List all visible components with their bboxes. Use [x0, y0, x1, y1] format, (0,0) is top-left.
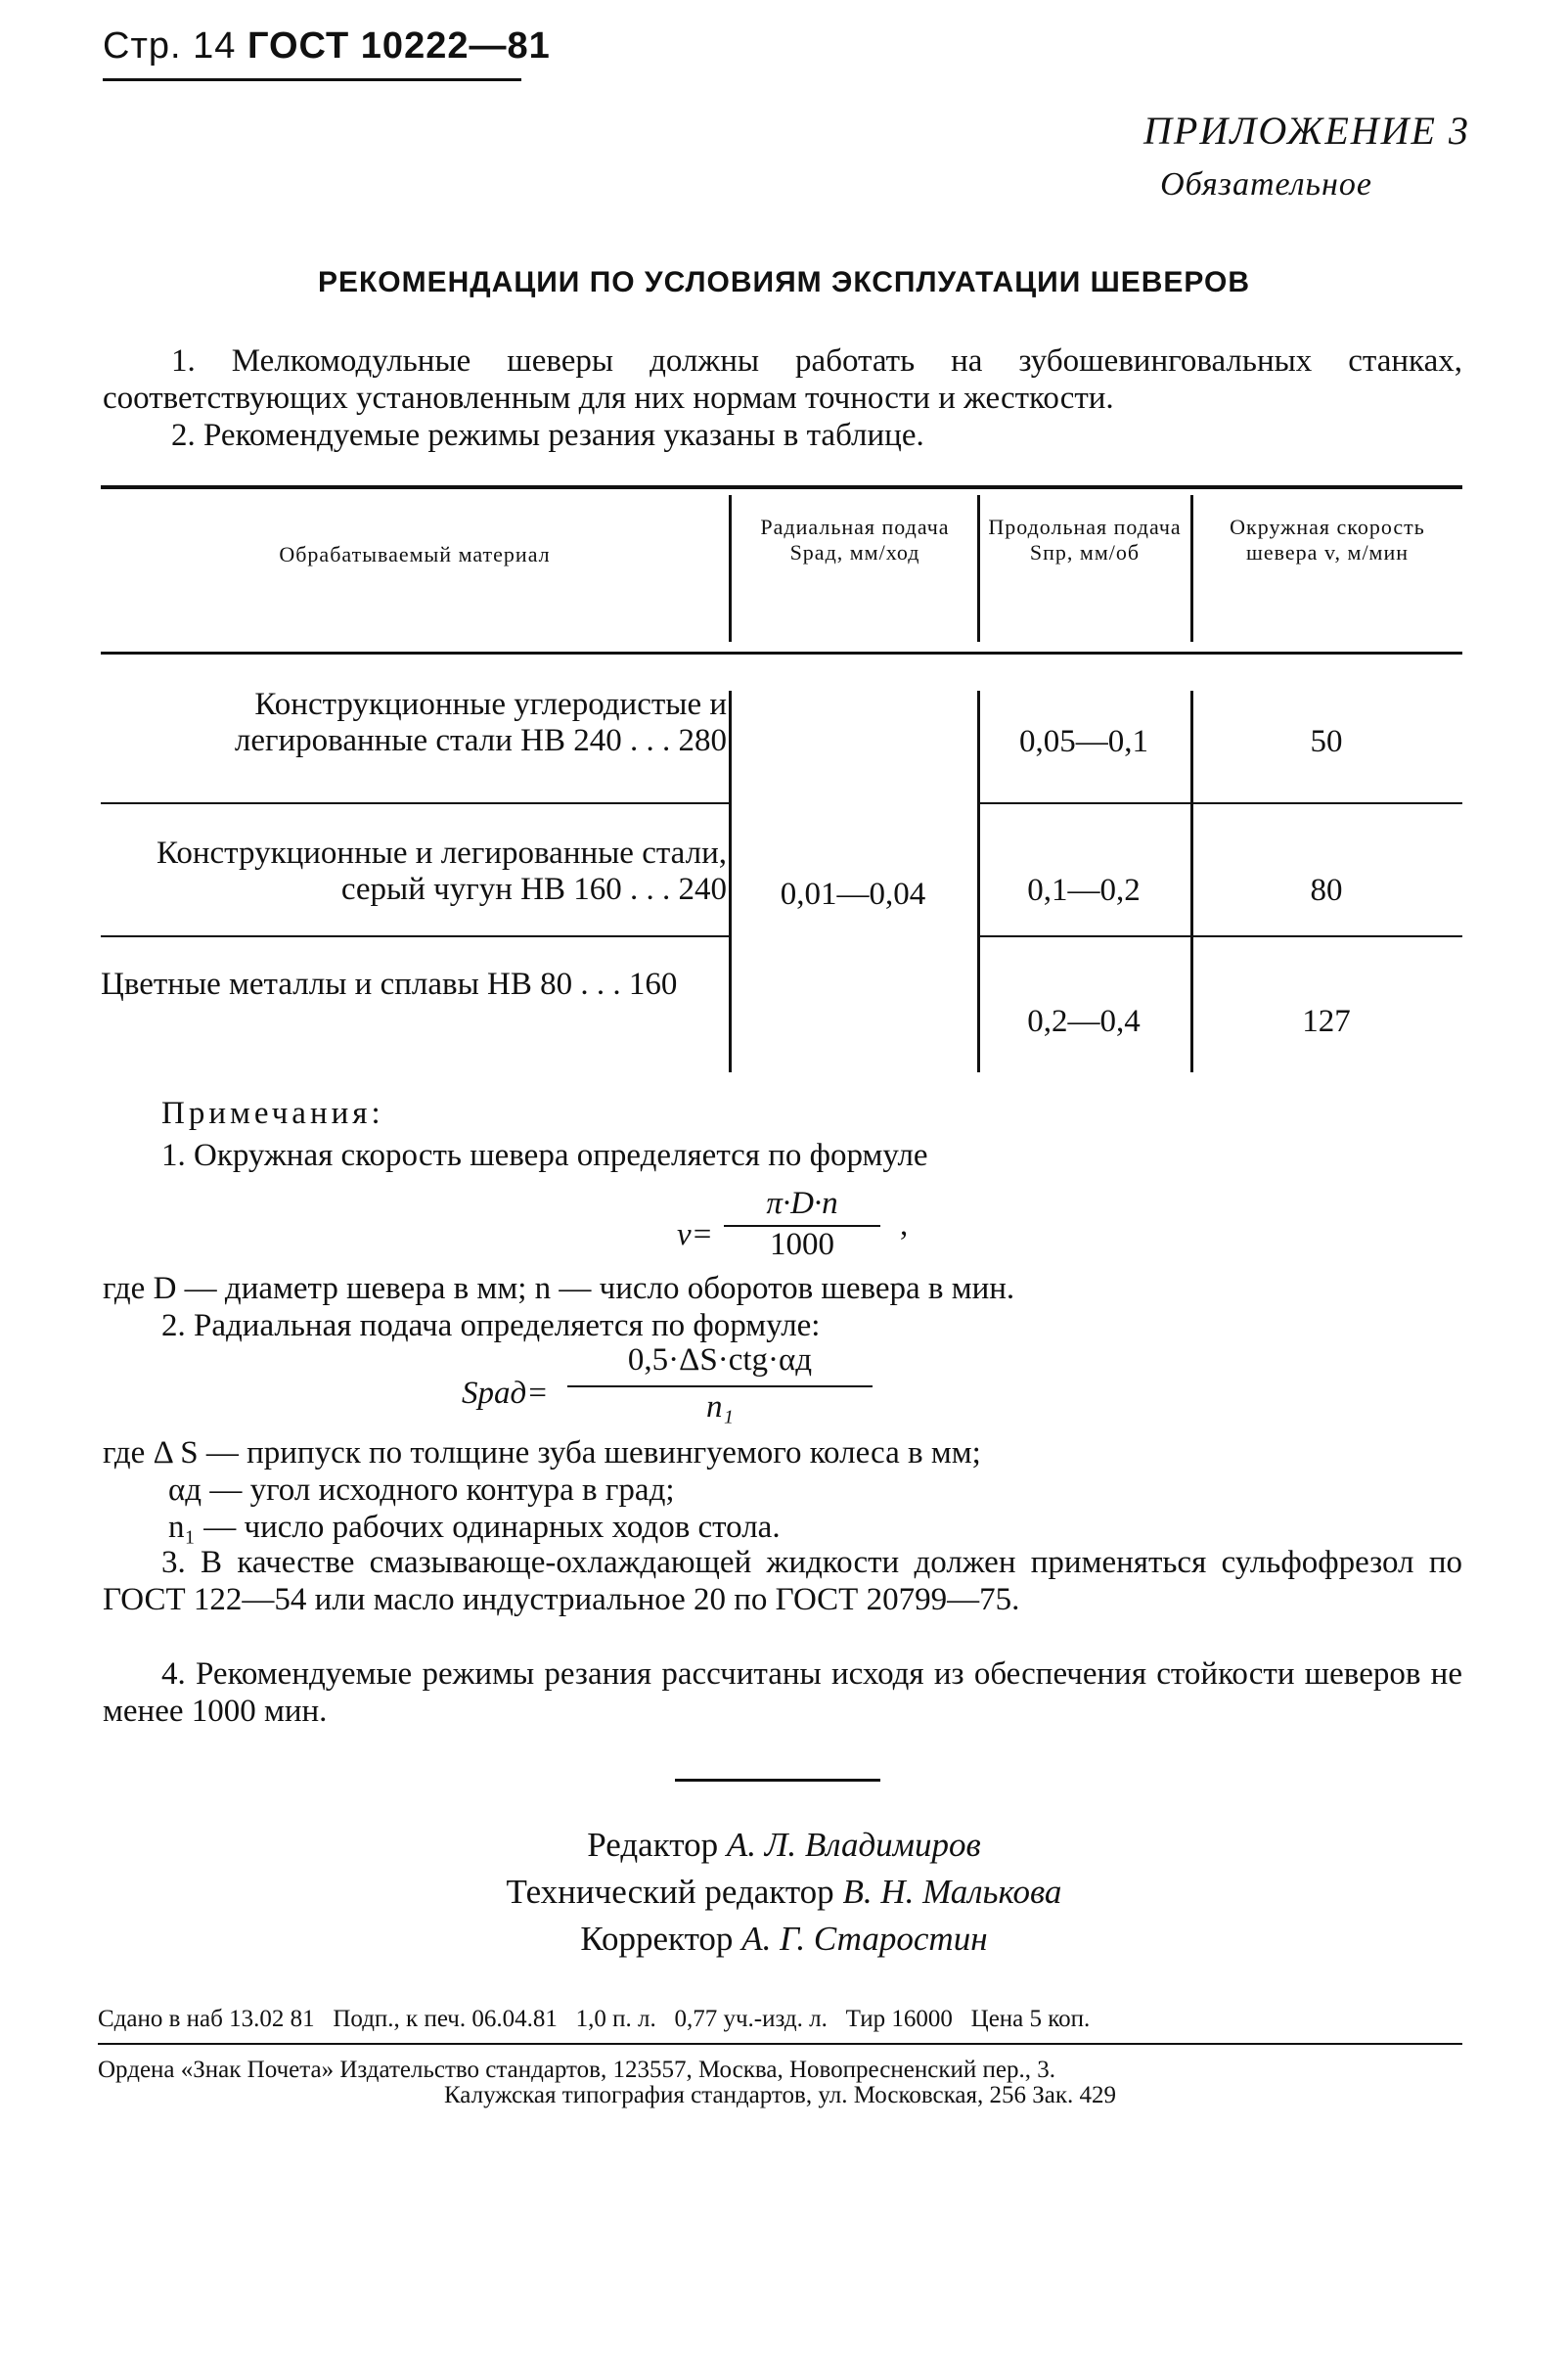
row-rule — [977, 935, 1462, 937]
header-longitudinal-feed: Продольная подача Sпр, мм/об — [988, 515, 1182, 565]
imprint-printer: Калужская типография стандартов, ул. Московская, 256 Зак. 429 — [443, 2082, 1117, 2108]
row-2-long-feed: 0,1—0,2 — [1027, 873, 1141, 908]
appendix-status: Обязательное — [1160, 166, 1372, 203]
section-separator — [675, 1779, 880, 1782]
credit-role: Технический редактор — [506, 1873, 834, 1911]
table-col-divider — [729, 495, 732, 642]
note-4: 4. Рекомендуемые режимы резания рассчитаны исходя из обеспечения стойкости шеверов не менее 1000 мин. — [103, 1656, 1462, 1729]
formula-2-lhs: Sрад= — [462, 1376, 549, 1411]
radial-feed-value: 0,01—0,04 — [780, 877, 926, 912]
formula-2-denominator: n₁ — [706, 1389, 734, 1425]
header-material: Обрабатываемый материал — [279, 542, 551, 566]
formula-1-tail: , — [900, 1207, 909, 1243]
note-2-legend-1: где Δ S — припуск по толщине зуба шевингуемого колеса в мм; — [103, 1435, 981, 1471]
row-rule — [977, 802, 1462, 804]
header-rule — [103, 78, 521, 81]
credit-editor — [0, 1826, 1568, 1865]
notes-title: Примечания: — [161, 1096, 384, 1131]
row-1-material: Конструкционные углеродистые и легированные стали НВ 240 . . . 280 — [234, 687, 727, 758]
table-top-rule — [101, 485, 1462, 489]
table-col-divider — [977, 495, 980, 642]
note-2: 2. Радиальная подача определяется по формуле: — [161, 1308, 821, 1343]
standard-code: ГОСТ 10222—81 — [246, 25, 551, 67]
row-2-speed: 80 — [1310, 873, 1343, 908]
table-col-divider — [1190, 495, 1193, 642]
table-header-rule — [101, 652, 1462, 655]
row-2-material: Конструкционные и легированные стали, серый чугун НВ 160 . . . 240 — [157, 836, 727, 907]
note-2-legend-3: n₁ — число рабочих одинарных ходов стола. — [168, 1510, 781, 1545]
credit-tech-editor — [0, 1873, 1568, 1912]
credit-person: В. Н. Малькова — [842, 1873, 1062, 1911]
row-3-speed: 127 — [1302, 1004, 1351, 1039]
row-1-speed: 50 — [1310, 724, 1343, 759]
appendix-title: ПРИЛОЖЕНИЕ 3 — [1143, 109, 1470, 153]
note-1: 1. Окружная скорость шевера определяется по формуле — [161, 1138, 928, 1173]
formula-1-denominator: 1000 — [770, 1227, 834, 1262]
formula-1-numerator: π·D·n — [766, 1186, 838, 1221]
paragraph-2: 2. Рекомендуемые режимы резания указаны в таблице. — [171, 418, 924, 453]
section-heading: РЕКОМЕНДАЦИИ ПО УСЛОВИЯМ ЭКСПЛУАТАЦИИ ШЕВЕРОВ — [317, 266, 1251, 298]
note-3: 3. В качестве смазывающе-охлаждающей жидкости должен применяться сульфофрезол по ГОСТ 122—54 или масло индустриальное 20 по ГОСТ 20799—75. — [103, 1545, 1462, 1617]
credit-role: Редактор — [587, 1826, 719, 1864]
credit-role: Корректор — [580, 1920, 734, 1958]
row-3-long-feed: 0,2—0,4 — [1027, 1004, 1141, 1039]
header-radial-feed: Радиальная подача Sрад, мм/ход — [760, 515, 950, 565]
formula-1-lhs: v= — [677, 1217, 713, 1252]
note-2-legend-2: αд — угол исходного контура в град; — [168, 1472, 675, 1508]
credit-person: А. Г. Старостин — [741, 1920, 988, 1958]
note-1-legend: где D — диаметр шевера в мм; n — число оборотов шевера в мин. — [103, 1271, 1015, 1306]
formula-2-fraction-bar — [567, 1385, 873, 1387]
formula-2-numerator: 0,5·ΔS·ctg·αд — [627, 1342, 813, 1378]
row-3-material: Цветные металлы и сплавы НВ 80 . . . 160 — [101, 967, 678, 1002]
cutting-modes-table — [101, 485, 1462, 1072]
row-rule — [101, 802, 729, 804]
credit-proofreader — [0, 1920, 1568, 1959]
paragraph-1: 1. Мелкомодульные шеверы должны работать на зубошевинговальных станках, соответствующих установленным для них нормам точности и жесткости. — [103, 343, 1462, 416]
row-rule — [101, 935, 729, 937]
header-peripheral-speed: Окружная скорость шевера v, м/мин — [1230, 515, 1425, 565]
page-header — [103, 25, 551, 68]
page-number: Стр. 14 — [103, 25, 237, 67]
credit-person: А. Л. Владимиров — [726, 1826, 981, 1864]
imprint-publisher: Ордена «Знак Почета» Издательство стандартов, 123557, Москва, Новопресненский пер., 3. — [98, 2057, 1055, 2083]
row-1-long-feed: 0,05—0,1 — [1019, 724, 1148, 759]
imprint-rule — [98, 2043, 1462, 2045]
imprint-print-info: Сдано в наб 13.02 81 Подп., к печ. 06.04.81 1,0 п. л. 0,77 уч.-изд. л. Тир 16000 Цена 5 коп. — [98, 2006, 1091, 2032]
